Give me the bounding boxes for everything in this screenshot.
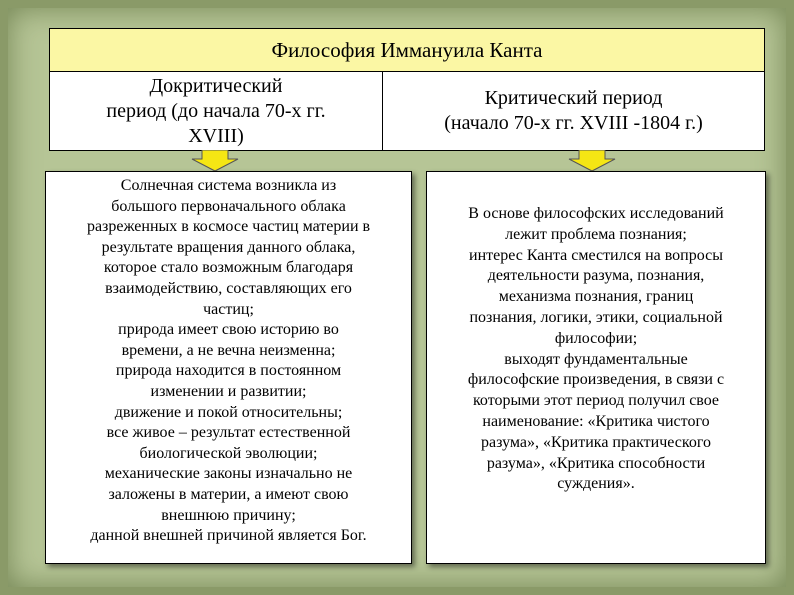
body-line: познания, логики, этики, социальной <box>469 308 723 326</box>
down-arrow-left-icon <box>190 150 240 172</box>
critical-period-description <box>426 171 766 564</box>
body-line: частиц; <box>203 300 254 318</box>
body-line: движение и покой относительны; <box>114 403 343 421</box>
title-text: Философия Иммануила Канта <box>271 37 543 62</box>
body-line: разума», «Критика способности <box>486 454 706 472</box>
precritical-period-description <box>45 171 412 564</box>
body-line: заложены в материи, а имеют свою <box>108 485 349 503</box>
critical-period-header <box>383 72 765 151</box>
critical-header-lines <box>389 86 758 136</box>
body-line: изменении и развитии; <box>150 382 307 400</box>
precritical-header-line: период (до начала 70-х гг. <box>106 99 326 122</box>
body-line: природа имеет свою историю во <box>118 321 339 339</box>
page-title <box>49 28 765 72</box>
body-line: механические законы изначально не <box>104 465 353 483</box>
precritical-header-line: Докритический <box>149 74 283 97</box>
body-line: В основе философских исследований <box>468 205 724 222</box>
body-line: времени, а не вечна неизменна; <box>121 341 336 359</box>
critical-header-line: Критический период <box>484 87 663 109</box>
precritical-header-line: XVIII) <box>188 124 244 147</box>
down-arrow-right-icon <box>567 150 617 172</box>
body-line: философские произведения, в связи с <box>467 371 725 389</box>
body-line: природа находится в постоянном <box>115 362 342 380</box>
body-line: разума», «Критика практического <box>481 433 711 451</box>
body-line: данной внешней причиной является Бог. <box>90 527 367 545</box>
body-line: интерес Канта сместился на вопросы <box>469 246 723 264</box>
body-line: разреженных в космосе частиц материи в <box>86 218 371 236</box>
body-line: суждения». <box>557 475 635 493</box>
precritical-header-lines <box>56 74 376 149</box>
body-line: взаимодействию, составляющих его <box>105 279 352 297</box>
body-line: внешнюю причину; <box>161 506 296 524</box>
body-line: которое стало возможным благодаря <box>103 259 354 277</box>
body-line: биологической эволюции; <box>139 444 318 462</box>
body-line: все живое – результат естественной <box>106 424 351 442</box>
body-line: деятельности разума, познания, <box>487 267 705 285</box>
body-line: механизма познания, границ <box>498 288 694 306</box>
critical-body-lines <box>433 204 759 495</box>
body-line: которыми этот период получил свое <box>472 392 720 410</box>
body-line: Солнечная система возникла из <box>120 177 337 194</box>
critical-header-line: (начало 70-х гг. XVIII -1804 г.) <box>444 112 703 134</box>
body-line: выходят фундаментальные <box>504 350 688 368</box>
precritical-period-header <box>49 72 383 151</box>
body-line: большого первоначального облака <box>111 197 346 215</box>
body-line: лежит проблема познания; <box>505 225 687 243</box>
body-line: результате вращения данного облака, <box>101 238 356 256</box>
precritical-body-lines <box>50 176 407 547</box>
body-line: философии; <box>554 329 638 347</box>
body-line: наименование: «Критика чистого <box>482 412 710 430</box>
